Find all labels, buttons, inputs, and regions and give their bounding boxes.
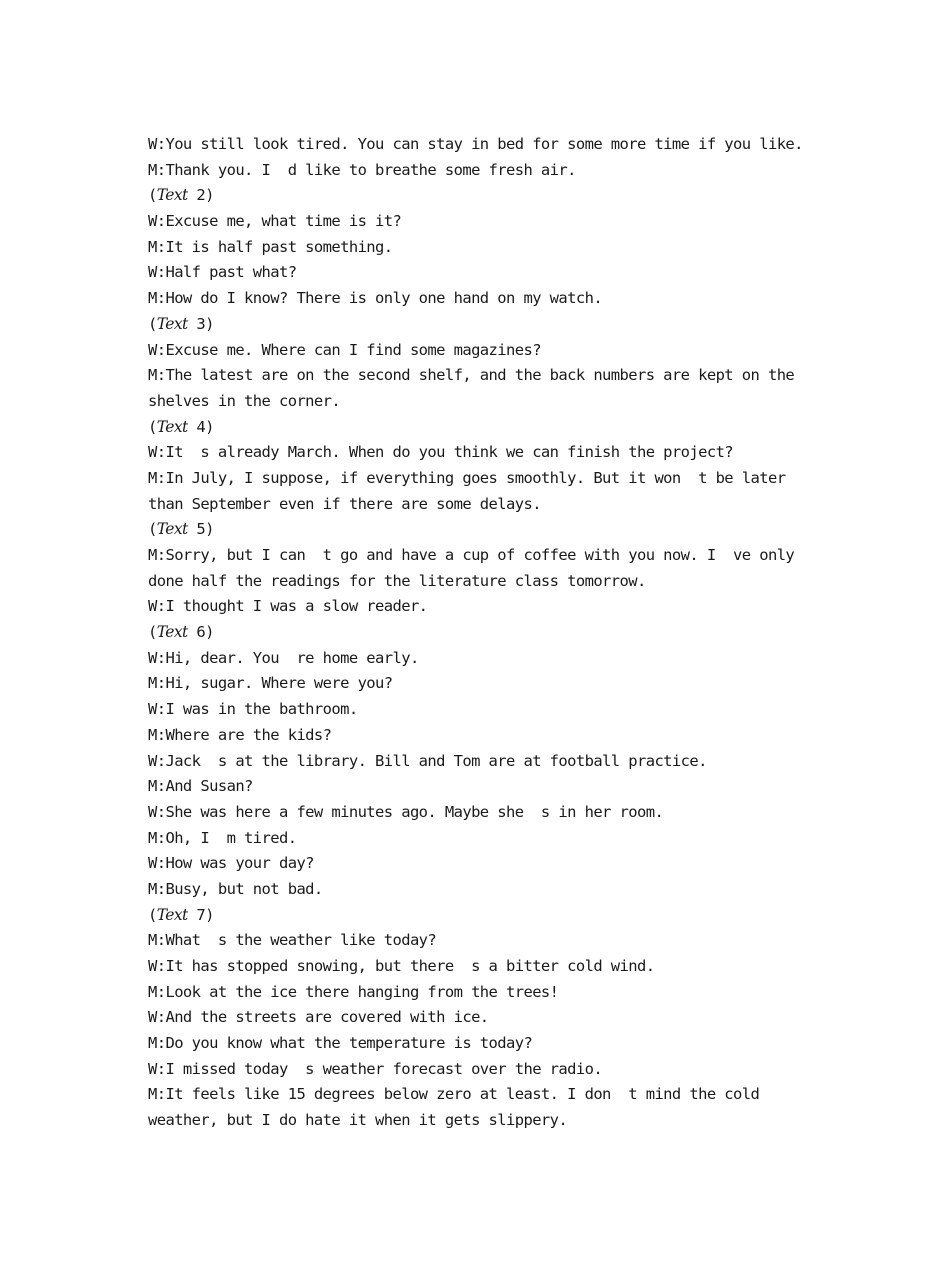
dialogue-line: M:It is half past something. xyxy=(148,237,393,256)
dialogue-line: M:Oh, I m tired. xyxy=(148,828,297,847)
dialogue-line: W:And the streets are covered with ice. xyxy=(148,1008,489,1027)
dialogue-line: M:The latest are on the second shelf, and the back numbers are kept on the xyxy=(148,366,795,385)
dialogue-line: W:It has stopped snowing, but there s a bitter cold wind. xyxy=(148,957,655,975)
dialogue-line: W:She was here a few minutes ago. Maybe she s in her room. xyxy=(148,802,664,821)
dialogue-line: than September even if there are some delays. xyxy=(148,494,541,513)
dialogue-line: W:Excuse me. Where can I find some magazines? xyxy=(148,340,541,359)
section-heading: (Text 7) xyxy=(148,905,214,924)
dialogue-line: W:I missed today s weather forecast over the radio. xyxy=(148,1059,603,1078)
section-heading: (Text 6) xyxy=(148,623,214,642)
section-heading: (Text 3) xyxy=(148,314,214,333)
dialogue-text xyxy=(148,132,828,1134)
dialogue-line: M:Where are the kids? xyxy=(148,725,332,744)
dialogue-line: M:What s the weather like today? xyxy=(148,931,437,950)
dialogue-line: W:I thought I was a slow reader. xyxy=(148,597,428,616)
dialogue-line: W:Half past what? xyxy=(148,263,297,282)
dialogue-line: M:Hi, sugar. Where were you? xyxy=(148,674,393,693)
dialogue-line: M:It feels like 15 degrees below zero at least. I don t mind the cold xyxy=(148,1085,760,1104)
section-heading: (Text 2) xyxy=(148,186,214,205)
section-heading: (Text 4) xyxy=(148,417,214,436)
dialogue-line: M:In July, I suppose, if everything goes smoothly. But it won t be later xyxy=(148,468,786,487)
dialogue-line: W:I was in the bathroom. xyxy=(148,700,358,719)
dialogue-line: W:Excuse me, what time is it? xyxy=(148,212,402,231)
dialogue-line: M:And Susan? xyxy=(148,777,253,796)
dialogue-line: M:Busy, but not bad. xyxy=(148,879,323,898)
dialogue-line: M:Sorry, but I can t go and have a cup of coffee with you now. I ve only xyxy=(148,546,795,564)
dialogue-line: M:Look at the ice there hanging from the trees! xyxy=(148,982,559,1001)
dialogue-line: shelves in the corner. xyxy=(148,391,341,410)
dialogue-line: W:Jack s at the library. Bill and Tom are at football practice. xyxy=(148,751,707,770)
dialogue-line: W:It s already March. When do you think we can finish the project? xyxy=(148,443,734,462)
section-heading: (Text 5) xyxy=(148,520,214,539)
dialogue-line: W:Hi, dear. You re home early. xyxy=(148,648,419,667)
dialogue-line: W:You still look tired. You can stay in bed for some more time if you like. xyxy=(148,135,803,153)
dialogue-line: M:Do you know what the temperature is today? xyxy=(148,1034,533,1053)
dialogue-line: M:How do I know? There is only one hand on my watch. xyxy=(148,289,603,308)
dialogue-line: W:How was your day? xyxy=(148,854,314,873)
dialogue-line: done half the readings for the literature class tomorrow. xyxy=(148,571,646,590)
dialogue-line: M:Thank you. I d like to breathe some fresh air. xyxy=(148,160,576,179)
dialogue-line: weather, but I do hate it when it gets slippery. xyxy=(148,1111,568,1130)
